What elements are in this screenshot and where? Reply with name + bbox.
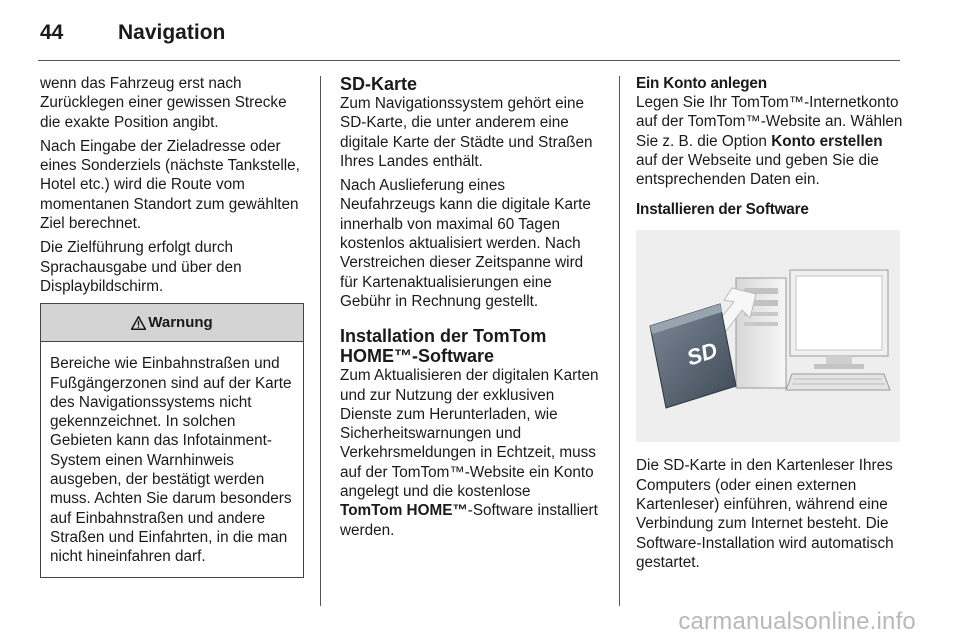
column-divider-1 (320, 76, 321, 606)
paragraph-tail: -Software installiert werden. (340, 502, 598, 539)
paragraph: Zum Navigationssystem gehört eine SD-Karte, die unter anderem eine digitale Karte der Städte und Straßen Ihres Landes enthält. (340, 95, 593, 170)
watermark: carmanualsonline.info (678, 608, 916, 635)
heading-install-software: Installieren der Software (636, 201, 809, 219)
warning-triangle-icon (131, 316, 146, 330)
warning-box (40, 303, 304, 577)
heading-create-account: Ein Konto anlegen (636, 75, 767, 92)
column-right (636, 74, 904, 577)
sd-card-computer-illustration (636, 230, 900, 442)
page-number: 44 (40, 21, 64, 44)
figure-sd-card-computer (636, 230, 900, 442)
header-divider (38, 60, 900, 61)
column-divider-2 (619, 76, 620, 606)
paragraph: Die Zielführung erfolgt durch Sprachausgabe und über den Displaybildschirm. (40, 239, 242, 295)
paragraph: wenn das Fahrzeug erst nach Zurücklegen einer gewissen Strecke die exakte Position angibt. (40, 75, 287, 131)
paragraph-text: Zum Aktualisieren der digitalen Karten und zur Nutzung der exklusiven Dienste zum Herunterladen, wie Sicherheitswarnungen und Verkehrsmeldungen in Echtzeit, muss auf der TomTom™-Website ein Konto angelegt und die kostenlose (340, 367, 599, 501)
paragraph-text: Legen Sie Ihr TomTom™-Internetkonto auf der TomTom™-Website an. Wählen Sie z. B. die Option (636, 94, 903, 150)
monitor-icon (790, 270, 888, 369)
warning-title: Warnung (148, 314, 213, 332)
sd-card-label: SD (683, 337, 721, 371)
heading-sd-card: SD-Karte (340, 74, 418, 94)
column-left (40, 74, 304, 578)
heading-installation: Installation der TomTom HOME™-Software (340, 326, 547, 367)
paragraph: Nach Eingabe der Zieladresse oder eines Sonderziels (nächste Tankstelle, Hotel etc.) wird die Route vom momentanen Standort zum gewählten Ziel berechnet. (40, 137, 300, 233)
paragraph (340, 366, 604, 540)
product-name: TomTom HOME™ (340, 502, 468, 520)
warning-body: Bereiche wie Einbahnstraßen und Fußgängerzonen sind auf der Karte des Navigationssystems nicht gekennzeichnet. In solchen Gebieten kann das Infotainment-System einen Warnhinweis ausgeben, der bestätigt werden muss. Achten Sie darum besonders auf Einbahnstraßen und andere Straßen und Einfahrten, in die man nicht hineinfahren darf. (50, 355, 292, 566)
paragraph: Die SD-Karte in den Kartenleser Ihres Computers (oder einen externen Kartenleser) einführen, während eine Verbindung zum Internet besteht. Die Software-Installation wird automatisch gestartet. (636, 457, 894, 571)
paragraph: Nach Auslieferung eines Neufahrzeugs kann die digitale Karte innerhalb von maximal 60 Tagen kostenlos aktualisiert werden. Nach Verstreichen dieser Zeitspanne wird für Kartenaktualisierungen eine Gebühr in Rechnung gestellt. (340, 177, 591, 310)
option-name: Konto erstellen (771, 132, 883, 150)
column-middle (340, 74, 604, 545)
section-title: Navigation (118, 21, 226, 44)
warning-header (41, 304, 303, 342)
paragraph (636, 93, 904, 189)
sd-card-icon (650, 304, 736, 408)
page-header (40, 18, 225, 48)
paragraph-tail: auf der Webseite und geben Sie die entsprechenden Daten ein. (636, 151, 879, 189)
keyboard-icon (786, 374, 890, 390)
